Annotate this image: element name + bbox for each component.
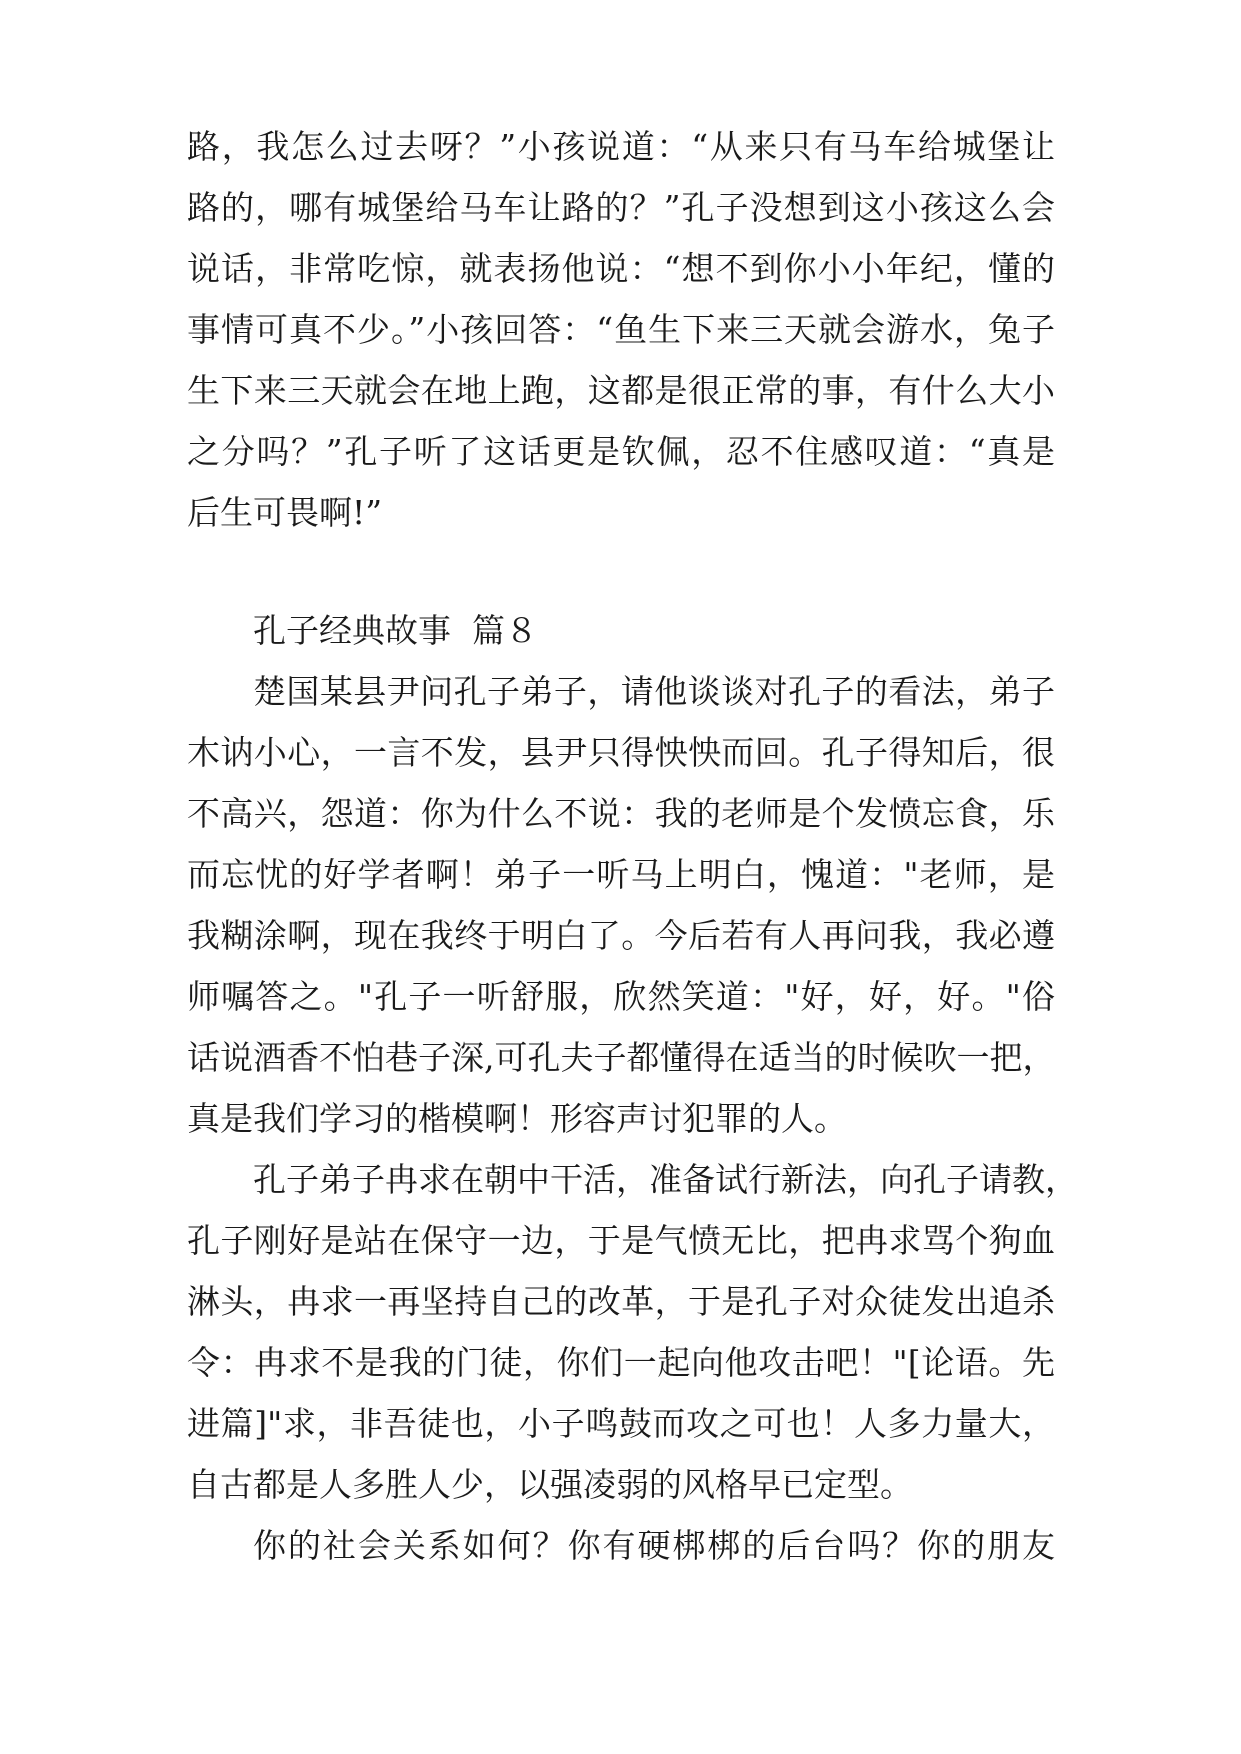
paragraph-2 (187, 1149, 1078, 1515)
text-line: 你的社会关系如何？你有硬梆梆的后台吗？你的朋友 (253, 1526, 1055, 1565)
text-line: 事情可真不少。”小孩回答：“鱼生下来三天就会游水，兔子 (187, 310, 1055, 349)
text-line: 生下来三天就会在地上跑，这都是很正常的事，有什么大小 (187, 371, 1055, 410)
text-line: 真是我们学习的楷模啊！形容声讨犯罪的人。 (187, 1099, 847, 1138)
text-line: 淋头，冉求一再坚持自己的改革，于是孔子对众徒发出追杀 (187, 1282, 1055, 1321)
text-line: 令：冉求不是我的门徒，你们一起向他攻击吧！"[论语。先 (187, 1343, 1055, 1382)
text-line: 说话，非常吃惊，就表扬他说：“想不到你小小年纪，懂的 (187, 249, 1055, 288)
paragraph-1 (187, 661, 1055, 1149)
text-line: 不高兴，怨道：你为什么不说：我的老师是个发愤忘食，乐 (187, 794, 1055, 833)
paragraph-3 (187, 1515, 1055, 1576)
text-line: 师嘱答之。"孔子一听舒服，欣然笑道："好，好，好。"俗 (187, 977, 1055, 1016)
text-line: 楚国某县尹问孔子弟子，请他谈谈对孔子的看法，弟子 (253, 672, 1055, 711)
text-line: 自古都是人多胜人少，以强凌弱的风格早已定型。 (187, 1465, 913, 1504)
text-line: 孔子弟子冉求在朝中干活，准备试行新法，向孔子请教， (253, 1160, 1078, 1199)
text-line: 路，我怎么过去呀？”小孩说道：“从来只有马车给城堡让 (187, 127, 1055, 166)
text-line: 话说酒香不怕巷子深,可孔夫子都懂得在适当的时候吹一把， (187, 1038, 1056, 1077)
text-line: 孔子刚好是站在保守一边，于是气愤无比，把冉求骂个狗血 (187, 1221, 1055, 1260)
text-line: 而忘忧的好学者啊！弟子一听马上明白，愧道："老师，是 (187, 855, 1055, 894)
text-line: 木讷小心，一言不发，县尹只得怏怏而回。孔子得知后，很 (187, 733, 1055, 772)
text-line: 路的，哪有城堡给马车让路的？”孔子没想到这小孩这么会 (187, 188, 1055, 227)
previous-section-paragraph (187, 116, 1055, 543)
text-line: 我糊涂啊，现在我终于明白了。今后若有人再问我，我必遵 (187, 916, 1055, 955)
section-heading: 孔子经典故事 篇８ (253, 611, 538, 650)
text-line: 后生可畏啊!” (187, 493, 383, 532)
text-line: 之分吗？”孔子听了这话更是钦佩，忍不住感叹道：“真是 (187, 432, 1055, 471)
text-line: 进篇]"求，非吾徒也，小子鸣鼓而攻之可也！人多力量大， (187, 1404, 1055, 1443)
